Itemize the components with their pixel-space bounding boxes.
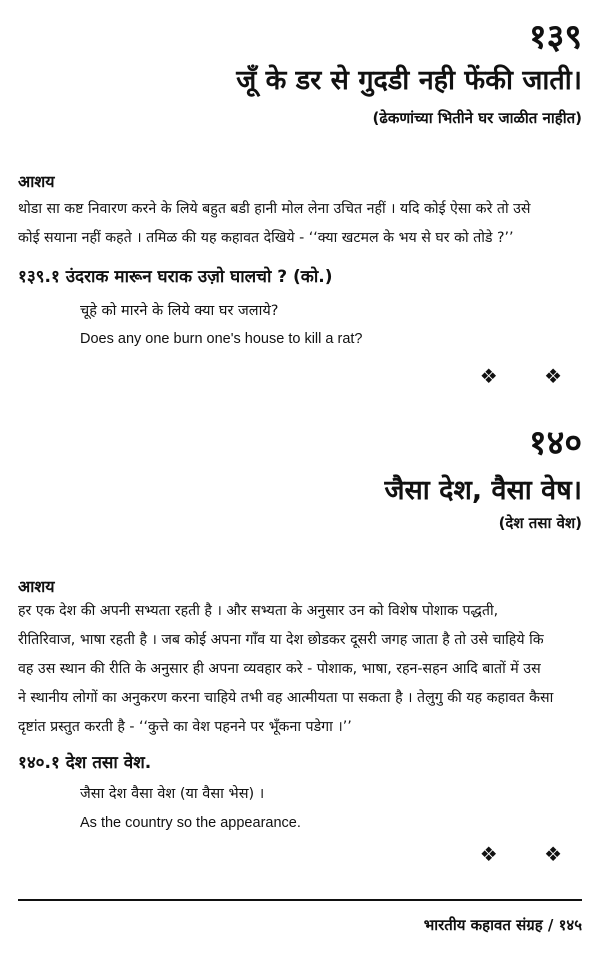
ornament-icon: ❖ ❖ [479,842,582,866]
proverb-number: १४० [528,423,582,463]
proverb-number: १३९ [528,17,582,57]
meaning-heading: आशय [18,172,55,191]
meaning-paragraph [18,195,584,253]
proverb-title: जैसा देश, वैसा वेष। [384,475,582,506]
ornament-icon: ❖ ❖ [479,364,582,388]
variant-proverb: १३९.१ उंदराक मारून घराक उज़ो घालचो ? (को.) [18,267,333,287]
footer-rule [18,899,582,901]
proverb-marathi: (देश तसा वेश) [498,514,582,532]
variant-hindi: चूहे को मारने के लिये क्या घर जलाये? [80,303,279,319]
meaning-heading: आशय [18,577,55,596]
proverb-marathi: (ढेकणांच्या भितीने घर जाळीत नाहीत) [372,109,582,127]
page-footer: भारतीय कहावत संग्रह / १४५ [423,916,582,934]
meaning-line: वह उस स्थान की रीति के अनुसार ही अपना व्यवहार करे - पोशाक, भाषा, रहन-सहन आदि बातों में उस [18,661,541,677]
variant-english: Does any one burn one's house to kill a rat? [80,331,363,347]
meaning-line: रीतिरिवाज, भाषा रहती है । जब कोई अपना गाँव या देश छोडकर दूसरी जगह जाता है तो उसे चाहिये कि [18,632,544,648]
variant-proverb: १४०.१ देश तसा वेश. [18,753,152,773]
meaning-line: हर एक देश की अपनी सभ्यता रहती है । और सभ्यता के अनुसार उन को विशेष पोशाक पद्धती, [18,603,499,619]
meaning-line: ने स्थानीय लोगों का अनुकरण करना चाहिये तभी वह आत्मीयता पा सकता है । तेलुगु की यह कहावत कैसा [18,690,554,706]
meaning-line: दृष्टांत प्रस्तुत करती है - ‘‘कुत्ते का वेश पहनने पर भूँकना पडेगा ।’’ [18,719,352,735]
meaning-line: थोडा सा कष्ट निवारण करने के लिये बहुत बडी हानी मोल लेना उचित नहीं । यदि कोई ऐसा करे तो उसे [18,201,531,217]
variant-english: As the country so the appearance. [80,815,301,831]
proverb-title: जूँ के डर से गुदडी नही फेंकी जाती। [236,65,582,96]
variant-hindi: जैसा देश वैसा वेश (या वैसा भेस) । [80,786,265,802]
meaning-line: कोई सयाना नहीं कहते । तमिळ की यह कहावत देखिये - ‘‘क्या खटमल के भय से घर को तोडे ?’’ [18,230,514,246]
meaning-paragraph [18,597,584,742]
